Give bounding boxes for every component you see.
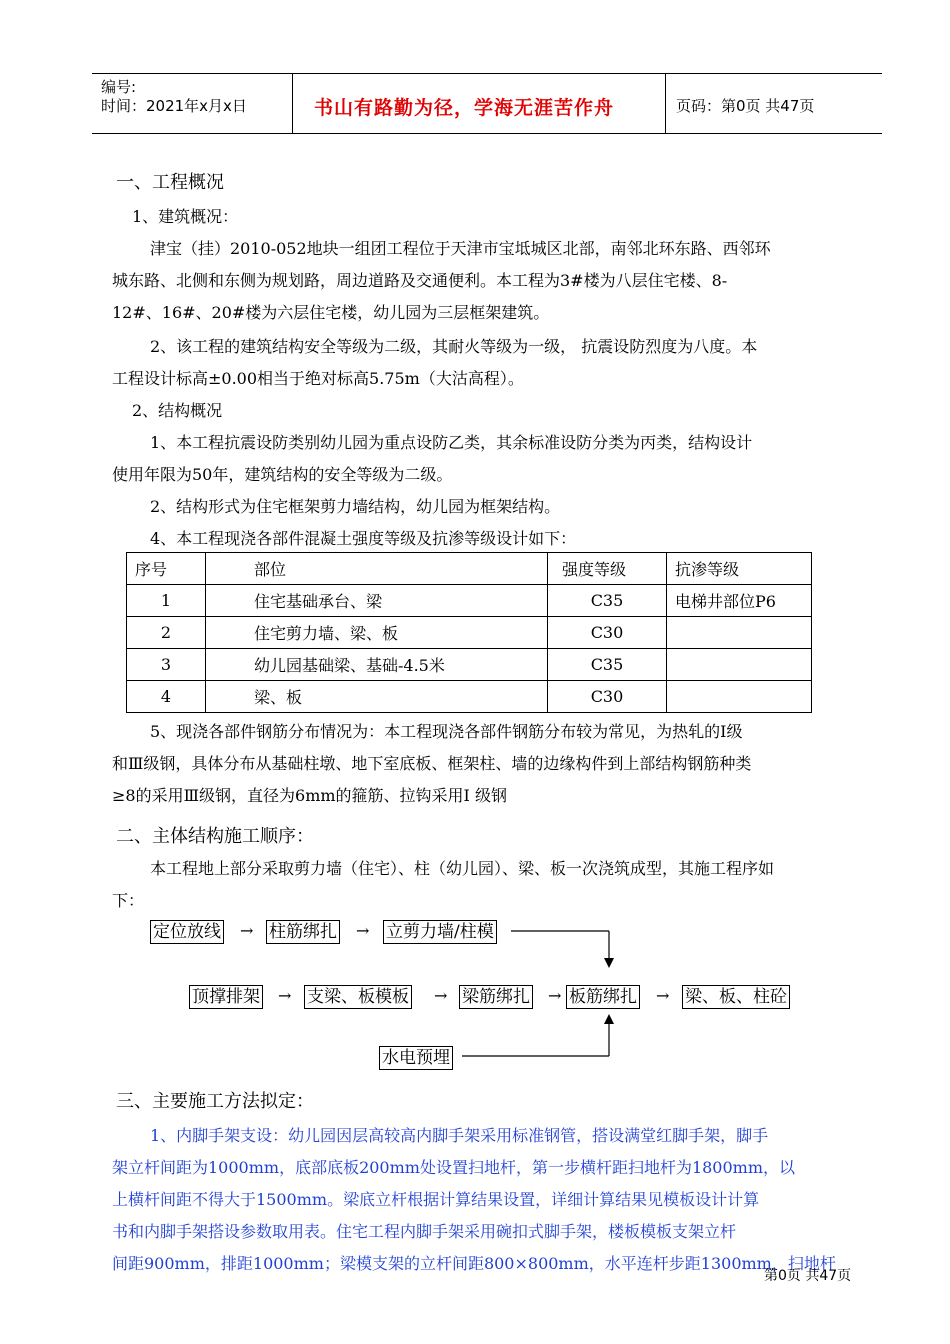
paragraph-line: 工程设计标高±0.00相当于绝对标高5.75m（大沽高程）。 bbox=[112, 369, 524, 388]
paragraph-line: 2、该工程的建筑结构安全等级为二级，其耐火等级为一级， 抗震设防烈度为八度。本 bbox=[150, 337, 758, 356]
section-3-paragraph-cont bbox=[112, 1152, 836, 1280]
section-1-sub-1: 1、建筑概况： bbox=[132, 207, 239, 226]
header-motto: 书山有路勤为径，学海无涯苦作舟 bbox=[314, 97, 615, 119]
paragraph-line: 1、内脚手架支设：幼儿园因层高较高内脚手架采用标准钢管，搭设满堂红脚手架，脚手 bbox=[150, 1126, 769, 1145]
table-cell: 住宅剪力墙、梁、板 bbox=[206, 617, 548, 649]
table-cell: 电梯井部位P6 bbox=[667, 585, 812, 617]
paragraph-line: 架立杆间距为1000mm，底部底板200mm处设置扫地杆，第一步横杆距扫地杆为1800mm，以 bbox=[112, 1158, 796, 1177]
flow-arrow-icon: → bbox=[240, 921, 254, 940]
section-2-title: 二、主体结构施工顺序： bbox=[116, 826, 314, 847]
flow-arrow-icon: → bbox=[434, 986, 448, 1005]
flow-step-wall-formwork: 立剪力墙/柱模 bbox=[383, 920, 497, 944]
paragraph-line: 使用年限为50年，建筑结构的安全等级为二级。 bbox=[112, 465, 453, 484]
table-cell: 幼儿园基础梁、基础-4.5米 bbox=[206, 649, 548, 681]
section-1-title: 一、工程概况 bbox=[116, 172, 224, 193]
flow-step-beam-rebar: 梁筋绑扎 bbox=[459, 985, 533, 1009]
table-cell: C35 bbox=[548, 585, 667, 617]
paragraph-line: 津宝（挂）2010-052地块一组团工程位于天津市宝坻城区北部，南邻北环东路、西邻环 bbox=[150, 239, 771, 258]
section-1-paragraph-4: 2、结构形式为住宅框架剪力墙结构，幼儿园为框架结构。 bbox=[150, 497, 561, 516]
paragraph-line: ≥8的采用Ⅲ级钢，直径为6mm的箍筋、拉钩采用Ⅰ 级钢 bbox=[112, 786, 507, 805]
footer-page-number: 第0页 共47页 bbox=[764, 1268, 852, 1284]
flow-step-column-rebar: 柱筋绑扎 bbox=[266, 920, 340, 944]
document-number-label: 编号: bbox=[101, 78, 137, 96]
paragraph-line: 间距900mm，排距1000mm；梁模支架的立杆间距800×800mm，水平连杆步距1300mm，扫地杆 bbox=[112, 1254, 836, 1273]
paragraph-line: 1、本工程抗震设防类别幼儿园为重点设防乙类，其余标准设防分类为丙类，结构设计 bbox=[150, 433, 753, 452]
section-1-sub-2: 2、结构概况 bbox=[132, 401, 223, 420]
paragraph-line: 5、现浇各部件钢筋分布情况为：本工程现浇各部件钢筋分布较为常见，为热轧的Ⅰ级 bbox=[150, 722, 743, 741]
flow-arrow-icon: → bbox=[356, 921, 370, 940]
paragraph-line: 上横杆间距不得大于1500mm。梁底立杆根据计算结果设置，详细计算结果见模板设计计算 bbox=[112, 1190, 760, 1209]
flow-step-layout: 定位放线 bbox=[150, 920, 224, 944]
table-cell: C30 bbox=[548, 617, 667, 649]
table-cell: 住宅基础承台、梁 bbox=[206, 585, 548, 617]
section-3-paragraph bbox=[150, 1120, 768, 1152]
flow-step-beam-slab-formwork: 支梁、板模板 bbox=[304, 985, 412, 1009]
table-header-cell: 强度等级 bbox=[548, 553, 667, 585]
paragraph-line: 下： bbox=[112, 891, 145, 910]
paragraph-line: 和Ⅲ级钢，具体分布从基础柱墩、地下室底板、框架柱、墙的边缘构件到上部结构钢筋种类 bbox=[112, 754, 752, 773]
table-cell: 梁、板 bbox=[206, 681, 548, 713]
paragraph-line: 书和内脚手架搭设参数取用表。住宅工程内脚手架采用碗扣式脚手架，楼板模板支架立杆 bbox=[112, 1222, 737, 1241]
document-time-label: 时间：2021年x月x日 bbox=[101, 97, 247, 115]
table-cell: 1 bbox=[127, 585, 206, 617]
table-header-cell: 抗渗等级 bbox=[667, 553, 812, 585]
section-3-title: 三、主要施工方法拟定： bbox=[116, 1091, 314, 1112]
section-1-paragraph-5: 4、本工程现浇各部件混凝土强度等级及抗渗等级设计如下： bbox=[150, 529, 577, 548]
table-header-cell: 序号 bbox=[127, 553, 206, 585]
paragraph-line: 12#、16#、20#楼为六层住宅楼，幼儿园为三层框架建筑。 bbox=[112, 303, 550, 322]
table-cell: 4 bbox=[127, 681, 206, 713]
flow-step-concrete-pour: 梁、板、柱砼 bbox=[682, 985, 790, 1009]
table-cell: 2 bbox=[127, 617, 206, 649]
flow-arrow-icon: → bbox=[548, 986, 562, 1005]
paragraph-line: 本工程地上部分采取剪力墙（住宅）、柱（幼儿园）、梁、板一次浇筑成型，其施工程序如 bbox=[150, 859, 775, 878]
flow-step-mep-embedment: 水电预埋 bbox=[379, 1046, 453, 1070]
flow-step-slab-rebar: 板筋绑扎 bbox=[566, 985, 640, 1009]
table-cell: C35 bbox=[548, 649, 667, 681]
table-header-cell: 部位 bbox=[206, 553, 548, 585]
flow-arrow-icon: → bbox=[656, 986, 670, 1005]
flow-step-shoring: 顶撑排架 bbox=[189, 985, 263, 1009]
header-page-label: 页码：第0页 共47页 bbox=[676, 97, 815, 115]
flow-arrow-icon: → bbox=[278, 986, 292, 1005]
table-cell: C30 bbox=[548, 681, 667, 713]
table-cell: 3 bbox=[127, 649, 206, 681]
paragraph-line: 城东路、北侧和东侧为规划路，周边道路及交通便利。本工程为3#楼为八层住宅楼、8- bbox=[112, 271, 728, 290]
